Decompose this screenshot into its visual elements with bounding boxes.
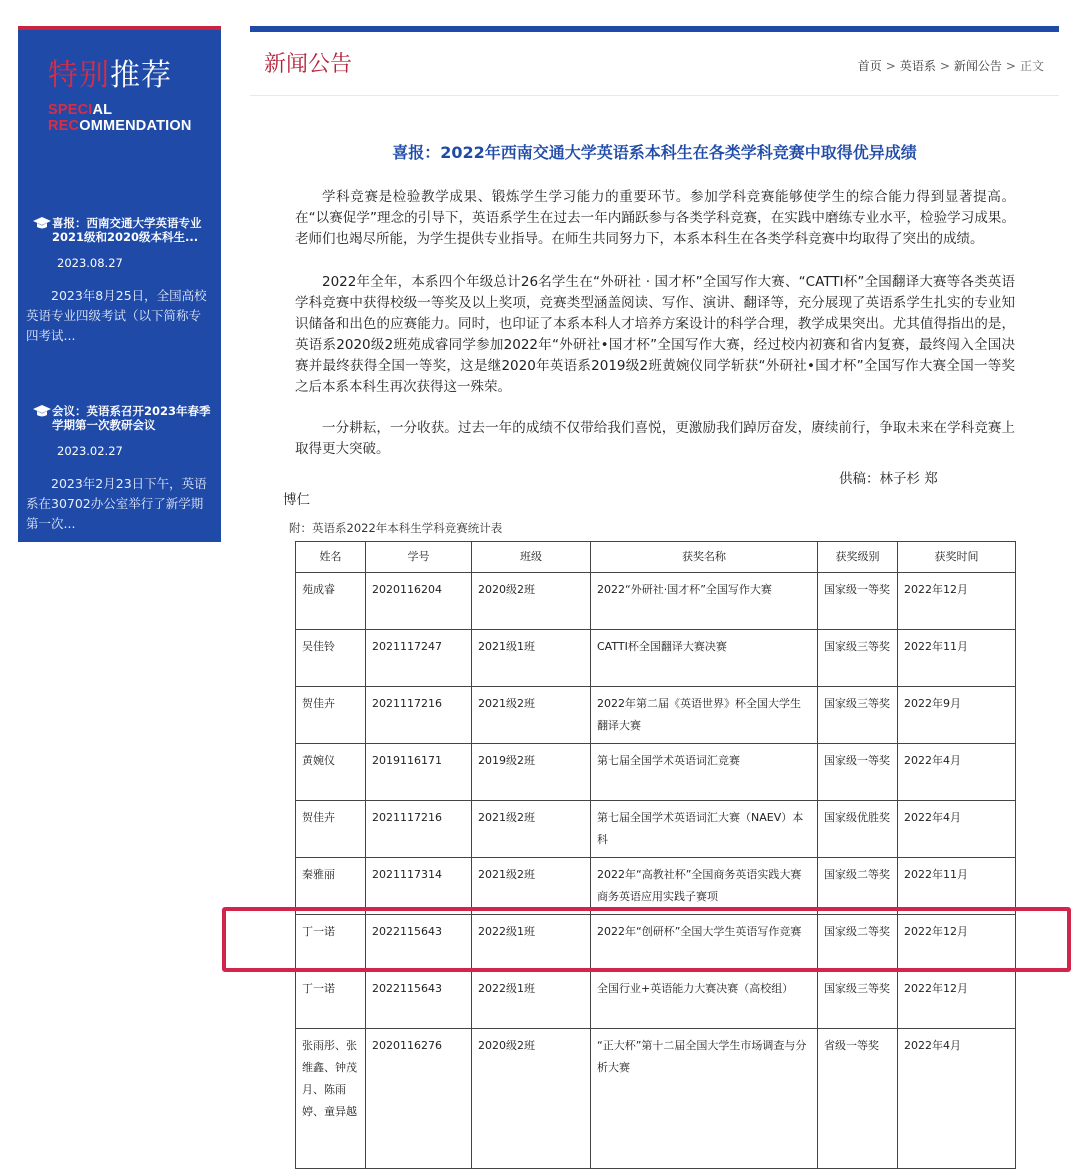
sidebar-news-item[interactable] <box>26 216 212 346</box>
main-top-bar <box>250 26 1059 32</box>
column-header: 班级 <box>472 542 591 573</box>
table-row-highlighted: 丁一诺 2022115643 2022级1班 2022年“创研杯”全国大学生英语写作竞赛 国家级二等奖 2022年12月 <box>296 915 1016 972</box>
sidebar-news-item[interactable] <box>26 404 212 534</box>
column-header: 获奖级别 <box>818 542 898 573</box>
table-header-row <box>296 542 1016 573</box>
sidebar-news-headline[interactable]: 喜报：西南交通大学英语专业2021级和2020级本科生... <box>52 216 202 244</box>
table-row: 贺佳卉 2021117216 2021级2班 2022年第二届《英语世界》杯全国大学生翻译大赛 国家级三等奖 2022年9月 <box>296 687 1016 744</box>
article-title: 喜报：2022年西南交通大学英语系本科生在各类学科竞赛中取得优异成绩 <box>392 143 917 162</box>
column-header: 学号 <box>366 542 472 573</box>
article-paragraph: 2022年全年，本系四个年级总计26名学生在“外研社 · 国才杯”全国写作大赛、“CATTI杯”全国翻译大赛等各类英语学科竞赛中获得校级一等奖及以上奖项，竞赛类型涵盖阅读、写作、演讲、翻译等，充分展现了英语系学生扎实的专业知识储备和出色的应赛能力。同时，也印证了本系本科人才培养方案设计的科学合理，教学成果突出。尤其值得指出的是，英语系2020级2班苑成睿同学参加2022年“外研社•国才杯”全国写作大赛，经过校内初赛和省内复赛，最终闯入全国决赛并最终获得全国一等奖，这是继2020年英语系2019级2班黄婉仪同学斩获“外研社•国才杯”全国写作大赛全国一等奖之后本系本科生再次获得这一殊荣。 <box>295 274 1015 395</box>
column-header: 获奖名称 <box>591 542 818 573</box>
article-paragraph: 学科竞赛是检验教学成果、锻炼学生学习能力的重要环节。参加学科竞赛能够使学生的综合能力得到显著提高。在“以赛促学”理念的引导下，英语系学生在过去一年内踊跃参与各类学科竞赛，在实践中磨练专业水平，检验学习成果。老师们也竭尽所能，为学生提供专业指导。在师生共同努力下，本系本科生在各类学科竞赛中均取得了突出的成绩。 <box>295 189 1015 247</box>
sidebar-subtitle: SPECIAL RECOMMENDATION <box>48 102 192 134</box>
section-title: 新闻公告 <box>264 52 353 77</box>
sidebar-news-headline[interactable]: 会议：英语系召开2023年春季学期第一次教研会议 <box>52 404 211 432</box>
column-header: 姓名 <box>296 542 366 573</box>
table-row: 黄婉仪 2019116171 2019级2班 第七届全国学术英语词汇竞赛 国家级一等奖 2022年4月 <box>296 744 1016 801</box>
article-paragraph: 一分耕耘，一分收获。过去一年的成绩不仅带给我们喜悦，更激励我们踔厉奋发，赓续前行，争取未来在学科竞赛上取得更大突破。 <box>295 420 1015 457</box>
awards-table <box>295 541 1016 1169</box>
table-row: 贺佳卉 2021117216 2021级2班 第七届全国学术英语词汇大赛（NAEV）本科 国家级优胜奖 2022年4月 <box>296 801 1016 858</box>
table-row: 张雨彤、张维鑫、钟茂月、陈雨婷、童异越 2020116276 2020级2班 “正大杯”第十二届全国大学生市场调查与分析大赛 省级一等奖 2022年4月 <box>296 1029 1016 1169</box>
graduation-cap-icon <box>32 404 52 418</box>
column-header: 获奖时间 <box>898 542 1016 573</box>
breadcrumb-current: 正文 <box>1019 59 1044 73</box>
highlight-box <box>222 907 1071 972</box>
sidebar-title: 特别推荐 <box>48 58 172 93</box>
sidebar-news-date: 2023.02.27 <box>57 444 123 458</box>
sidebar-news-summary[interactable]: 2023年8月25日，全国高校英语专业四级考试（以下简称专四考试... <box>26 288 207 343</box>
sidebar-news-date: 2023.08.27 <box>57 256 123 270</box>
table-row: 吴佳铃 2021117247 2021级1班 CATTI杯全国翻译大赛决赛 国家级三等奖 2022年11月 <box>296 630 1016 687</box>
sidebar-news-summary[interactable]: 2023年2月23日下午，英语系在30702办公室举行了新学期第一次... <box>26 476 207 531</box>
breadcrumb-home[interactable]: 首页 <box>857 59 882 73</box>
table-caption: 附：英语系2022年本科生学科竞赛统计表 <box>289 521 503 535</box>
table-row: 秦雅丽 2021117314 2021级2班 2022年“高教社杯”全国商务英语实践大赛 商务英语应用实践子赛项 国家级二等奖 2022年11月 <box>296 858 1016 915</box>
breadcrumb: 首页 > 英语系 > 新闻公告 > 正文 <box>857 59 1044 73</box>
table-row: 苑成睿 2020116204 2020级2班 2022“外研社·国才杯”全国写作大赛 国家级一等奖 2022年12月 <box>296 573 1016 630</box>
table-row: 丁一诺 2022115643 2022级1班 全国行业+英语能力大赛决赛（高校组） 国家级三等奖 2022年12月 <box>296 972 1016 1029</box>
breadcrumb-news[interactable]: 新闻公告 <box>953 59 1002 73</box>
special-recommendation-sidebar <box>18 26 221 542</box>
breadcrumb-dept[interactable]: 英语系 <box>899 59 936 73</box>
graduation-cap-icon <box>32 216 52 230</box>
header-divider <box>250 95 1059 96</box>
